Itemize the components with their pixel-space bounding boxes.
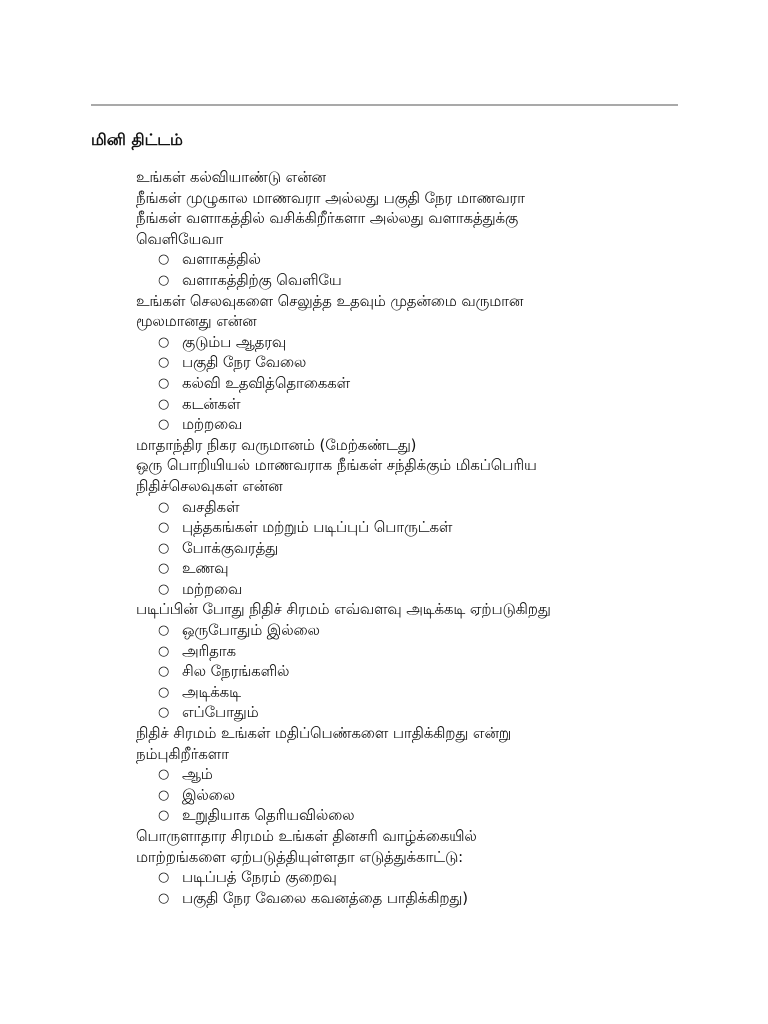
circle-bullet-icon: ○ [158,870,170,886]
answer-option-label: உணவு [182,560,229,578]
circle-bullet-icon: ○ [158,355,170,371]
answer-option [136,683,676,704]
answer-option-label: படிப்பத் நேரம் குறைவு [182,869,337,887]
questionnaire-body [136,168,676,909]
circle-bullet-icon: ○ [158,375,170,391]
answer-option-label: புத்தகங்கள் மற்றும் படிப்புப் பொருட்கள் [182,519,453,537]
answer-option [136,580,676,601]
answer-option [136,786,676,807]
answer-option [136,806,676,827]
circle-bullet-icon: ○ [158,334,170,350]
question-text: நீங்கள் வளாகத்தில் வசிக்கிறீர்களா அல்லது வளாகத்துக்கு [136,210,519,228]
answer-option-label: அரிதாக [182,642,236,660]
answer-option [136,395,676,416]
question-text: நம்புகிறீர்களா [136,745,229,763]
question-text: வெளியேவா [136,230,224,248]
answer-option [136,498,676,519]
answer-option-label: குடும்ப ஆதரவு [182,333,287,351]
circle-bullet-icon: ○ [158,623,170,639]
answer-option [136,250,676,271]
answer-options-list [136,498,676,601]
circle-bullet-icon: ○ [158,787,170,803]
answer-option [136,868,676,889]
circle-bullet-icon: ○ [158,643,170,659]
question-text: நிதிச்செலவுகள் என்ன [136,477,283,495]
question-text: நீங்கள் முழுகால மாணவரா அல்லது பகுதி நேர மாணவரா [136,189,525,207]
question-block [136,456,676,600]
circle-bullet-icon: ○ [158,808,170,824]
answer-options-list [136,621,676,724]
question-text: உங்கள் கல்வியாண்டு என்ன [136,169,326,186]
question-text: நிதிச் சிரமம் உங்கள் மதிப்பெண்களை பாதிக்கிறது என்று [136,725,512,743]
question-text: ஒரு பொறியியல் மாணவராக நீங்கள் சந்திக்கும் மிகப்பெரிய [136,457,537,475]
question-block [136,827,676,909]
answer-options-list [136,868,676,909]
header-divider [91,104,678,106]
circle-bullet-icon: ○ [158,561,170,577]
answer-option [136,353,676,374]
question-text: உங்கள் செலவுகளை செலுத்த உதவும் முதன்மை வருமான [136,292,524,310]
question-block [136,436,676,457]
answer-option [136,621,676,642]
answer-option [136,703,676,724]
question-text: மூலமானது என்ன [136,313,257,331]
answer-option [136,765,676,786]
answer-option-label: வளாகத்தில் [182,251,261,269]
answer-option-label: வசதிகள் [182,498,240,516]
answer-option [136,539,676,560]
answer-option [136,642,676,663]
question-text: பொருளாதார சிரமம் உங்கள் தினசரி வாழ்க்கையில் [136,828,477,845]
circle-bullet-icon: ○ [158,499,170,515]
question-block [136,209,676,291]
answer-option [136,889,676,910]
answer-option-label: வளாகத்திற்கு வெளியே [182,271,342,289]
question-text: மாற்றங்களை ஏற்படுத்தியுள்ளதா எடுத்துக்காட்டு: [136,848,464,866]
answer-option [136,333,676,354]
answer-option [136,662,676,683]
circle-bullet-icon: ○ [158,520,170,536]
circle-bullet-icon: ○ [158,705,170,721]
answer-options-list [136,250,676,291]
circle-bullet-icon: ○ [158,684,170,700]
answer-options-list [136,765,676,827]
circle-bullet-icon: ○ [158,767,170,783]
circle-bullet-icon: ○ [158,890,170,906]
circle-bullet-icon: ○ [158,272,170,288]
answer-option [136,518,676,539]
answer-option-label: மற்றவை [182,416,243,434]
question-block [136,600,676,724]
answer-option-label: பகுதி நேர வேலை [182,354,307,372]
question-block [136,189,676,210]
answer-options-list [136,333,676,436]
question-block [136,168,676,189]
answer-option-label: கல்வி உதவித்தொகைகள் [182,374,350,392]
question-text: மாதாந்திர நிகர வருமானம் (மேற்கண்டது) [136,436,417,454]
answer-option-label: ஒருபோதும் இல்லை [182,622,320,640]
answer-option-label: ஆம் [182,766,213,784]
circle-bullet-icon: ○ [158,664,170,680]
answer-option [136,271,676,292]
answer-option [136,374,676,395]
answer-option-label: கடன்கள் [182,395,241,413]
answer-option-label: மற்றவை [182,580,243,598]
answer-option-label: பகுதி நேர வேலை கவனத்தை பாதிக்கிறது) [182,889,468,907]
answer-option-label: அடிக்கடி [182,683,241,701]
answer-option-label: உறுதியாக தெரியவில்லை [182,807,355,825]
question-block [136,724,676,827]
circle-bullet-icon: ○ [158,581,170,597]
page-title: மினி திட்டம் [91,130,183,149]
question-text: படிப்பின் போது நிதிச் சிரமம் எவ்வளவு அடிக்கடி ஏற்படுகிறது [136,601,551,619]
circle-bullet-icon: ○ [158,540,170,556]
answer-option-label: போக்குவரத்து [182,539,279,557]
answer-option-label: எப்போதும் [182,704,259,722]
question-block [136,292,676,436]
answer-option [136,559,676,580]
answer-option [136,415,676,436]
answer-option-label: சில நேரங்களில் [182,663,290,681]
circle-bullet-icon: ○ [158,417,170,433]
circle-bullet-icon: ○ [158,252,170,268]
answer-option-label: இல்லை [182,786,235,804]
circle-bullet-icon: ○ [158,396,170,412]
